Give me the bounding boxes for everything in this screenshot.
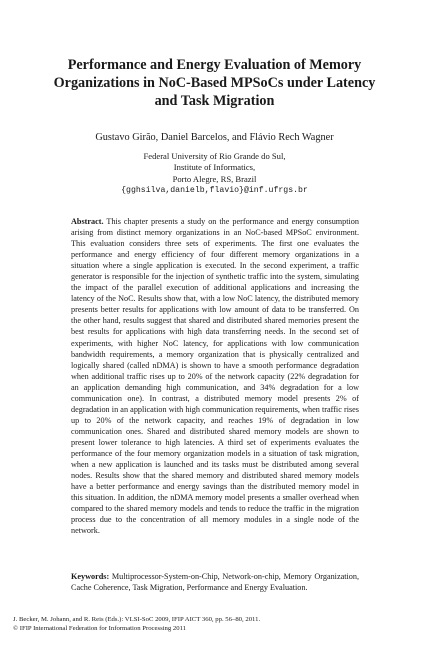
affiliation [0,151,429,196]
keywords [71,571,359,593]
title-line: Performance and Energy Evaluation of Memory [67,57,362,73]
affiliation-line: Porto Alegre, RS, Brazil [172,173,257,184]
citation-line: J. Becker, M. Johann, and R. Reis (Eds.): VLSI-SoC 2009, IFIP AICT 360, pp. 56–80, 2011. [13,616,261,623]
page-footer [13,615,413,633]
keywords-label: Keywords: [71,572,110,581]
affiliation-line: Federal University of Rio Grande do Sul, [143,151,286,161]
title-line: and Task Migration [154,93,275,109]
author-emails: {gghsilva,danielb,flavio}@inf.ufrgs.br [121,185,308,195]
abstract [71,216,359,536]
abstract-body: This chapter presents a study on the performance and energy consumption arising from distinct memory organizations in an NoC-based MPSoC environment. This evaluation considers three sets of experiments. The first one evaluates the performance and energy efficiency of four different memory organizations in a situation where a single application is executed. In the second experiment, a traffic generator is responsible for the injection of synthetic traffic into the system, simulating the impact of the parallel execution of additional applications and increasing the latency of the NoC. Results show that, with a low NoC latency, the distributed memory presents better results for applications with low amount of data to be transferred. On the other hand, results suggest that shared and distributed shared memories present the best results for applications with high data transferring needs. In the second set of experiments, with higher NoC latency, for applications with low communication bandwidth requirements, a memory organization that is physically centralized and logically shared (called nDMA) is shown to have a smooth performance degradation when additional traffic rises up to 20% of the network capacity (22% degradation for an application demanding high communication, and 34% degradation for a low communication one). In contrast, a distributed memory model presents 2% of degradation in an application with high communication requirements, when traffic rises up to 20% of the network capacity, and reaches 19% of degradation in low communication ones. Shared and distributed shared memory models are shown to present lower tolerance to high latencies. A third set of experiments evaluates the performance of the four memory organization models in a situation of task migration, when a new application is launched and its tasks must be distributed among several nodes. Results show that the shared memory and distributed shared memory models have a better performance and energy savings than the distributed memory model in this situation. In addition, the nDMA memory model presents a smaller overhead when compared to the shared memory models and tends to reduce the traffic in the migration process due to the concentration of all memory modules in a single node of the network. [71,217,359,536]
title-line: Organizations in NoC-Based MPSoCs under Latency [53,75,376,91]
paper-title [40,56,389,110]
affiliation-line: Institute of Informatics, [173,162,256,173]
abstract-label: Abstract. [71,217,104,226]
copyright-line: © IFIP International Federation for Information Processing 2011 [13,625,187,633]
keywords-list: Multiprocessor-System-on-Chip, Network-on-chip, Memory Organization, Cache Coherence, Task Migration, Performance and Energy Evaluation. [71,572,360,593]
author-list: Gustavo Girão, Daniel Barcelos, and Flávio Rech Wagner [95,132,334,143]
